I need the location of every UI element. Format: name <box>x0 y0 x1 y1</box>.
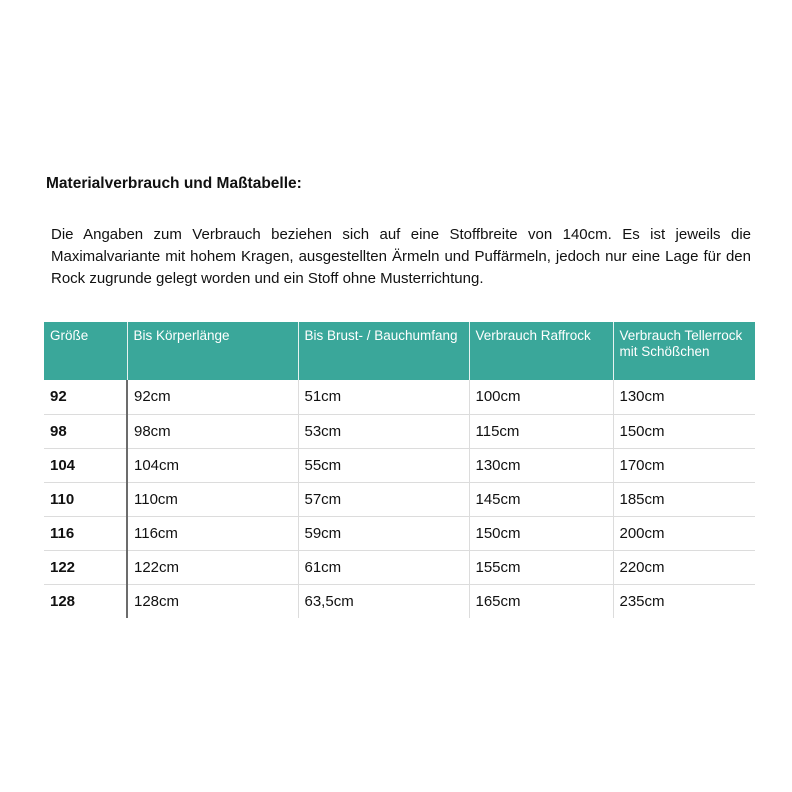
cell-raffrock: 150cm <box>469 516 613 550</box>
cell-size: 110 <box>44 482 127 516</box>
cell-tellerrock: 200cm <box>613 516 755 550</box>
cell-raffrock: 100cm <box>469 380 613 414</box>
size-table <box>44 322 755 618</box>
cell-chest: 55cm <box>298 448 469 482</box>
cell-size: 92 <box>44 380 127 414</box>
table-row <box>44 482 755 516</box>
intro-paragraph: Die Angaben zum Verbrauch beziehen sich auf eine Stoffbreite von 140cm. Es ist jeweils die Maximalvariante mit hohem Kragen, ausgestellten Ärmeln und Puffärmeln, jedoch nur eine Lage für den Rock zugrunde gelegt worden und ein Stoff ohne Musterrichtung. <box>51 226 751 287</box>
cell-body-length: 110cm <box>127 482 298 516</box>
cell-tellerrock: 235cm <box>613 584 755 618</box>
cell-tellerrock: 170cm <box>613 448 755 482</box>
cell-chest: 59cm <box>298 516 469 550</box>
cell-raffrock: 130cm <box>469 448 613 482</box>
cell-size: 98 <box>44 414 127 448</box>
cell-chest: 57cm <box>298 482 469 516</box>
cell-chest: 53cm <box>298 414 469 448</box>
header-brustumfang: Bis Brust- / Bauchumfang <box>298 322 469 380</box>
header-verbrauch-raffrock: Verbrauch Raffrock <box>469 322 613 380</box>
page-title: Materialverbrauch und Maßtabelle: <box>46 175 302 192</box>
cell-body-length: 116cm <box>127 516 298 550</box>
table-row <box>44 550 755 584</box>
cell-size: 128 <box>50 592 76 610</box>
table-row <box>44 448 755 482</box>
cell-chest: 61cm <box>298 550 469 584</box>
cell-size: 104 <box>44 448 127 482</box>
cell-chest: 63,5cm <box>298 584 469 618</box>
cell-raffrock: 115cm <box>469 414 613 448</box>
cell-tellerrock: 150cm <box>613 414 755 448</box>
cell-body-length: 128cm <box>127 584 298 618</box>
cell-body-length: 92cm <box>127 380 298 414</box>
table-row <box>44 584 755 618</box>
table-row <box>44 516 755 550</box>
cell-chest: 51cm <box>298 380 469 414</box>
header-koerperlaenge: Bis Körperlänge <box>127 322 298 380</box>
table-header-row <box>44 322 755 380</box>
cell-tellerrock: 185cm <box>613 482 755 516</box>
cell-body-length: 98cm <box>127 414 298 448</box>
cell-tellerrock: 220cm <box>613 550 755 584</box>
header-verbrauch-tellerrock: Verbrauch Tellerrock mit Schößchen <box>613 322 755 380</box>
cell-raffrock: 155cm <box>469 550 613 584</box>
header-groesse: Größe <box>44 322 127 380</box>
table-row <box>44 380 755 414</box>
cell-size: 122 <box>44 550 127 584</box>
cell-size: 116 <box>44 516 127 550</box>
cell-tellerrock: 130cm <box>613 380 755 414</box>
cell-body-length: 122cm <box>127 550 298 584</box>
cell-raffrock: 145cm <box>469 482 613 516</box>
table-row <box>44 414 755 448</box>
cell-body-length: 104cm <box>127 448 298 482</box>
cell-raffrock: 165cm <box>469 584 613 618</box>
